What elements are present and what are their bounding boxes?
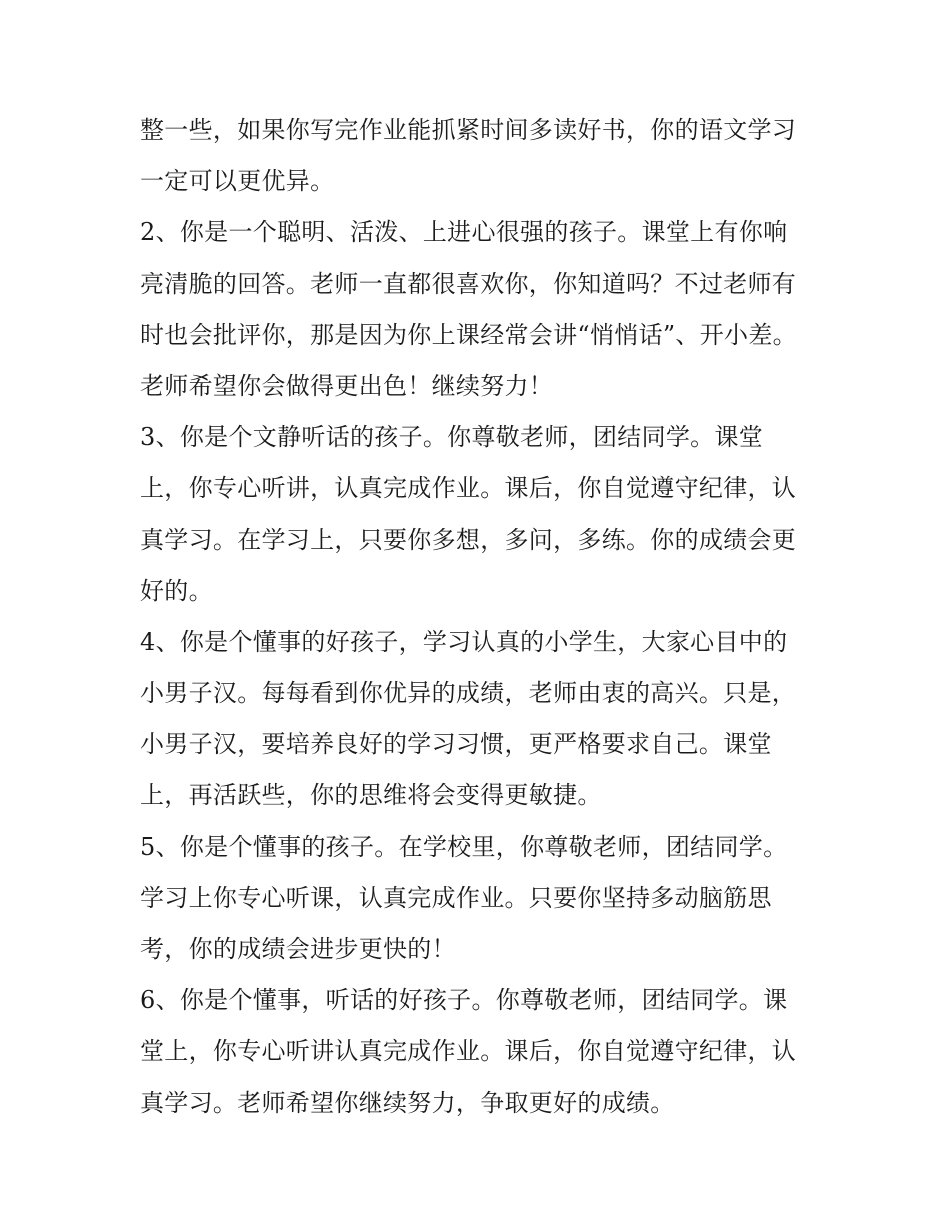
text-line: 小男子汉。每每看到你优异的成绩，老师由衷的高兴。只是，: [140, 679, 797, 708]
text-line: 6、你是个懂事，听话的好孩子。你尊敬老师，团结同学。课: [140, 986, 788, 1015]
text-line: 上，你专心听讲，认真完成作业。课后，你自觉遵守纪律，认: [140, 474, 797, 503]
text-line: 4、你是个懂事的好孩子，学习认真的小学生，大家心目中的: [140, 627, 788, 656]
text-line: 时也会批评你，那是因为你上课经常会讲“悄悄话”、开小差。: [140, 320, 797, 349]
text-line: 真学习。老师希望你继续努力，争取更好的成绩。: [140, 1088, 675, 1117]
text-line: 5、你是个懂事的孩子。在学校里，你尊敬老师，团结同学。: [140, 832, 788, 861]
text-line: 小男子汉，要培养良好的学习习惯，更严格要求自己。课堂: [140, 730, 772, 759]
text-line: 上，再活跃些，你的思维将会变得更敏捷。: [140, 781, 602, 810]
text-line: 好的。: [140, 576, 213, 605]
text-line: 2、你是一个聪明、活泼、上进心很强的孩子。课堂上有你响: [140, 218, 788, 247]
text-line: 考，你的成绩会进步更快的！: [140, 935, 456, 963]
text-line: 老师希望你会做得更出色！继续努力！: [140, 371, 554, 400]
text-line: 堂上，你专心听讲认真完成作业。课后，你自觉遵守纪律，认: [140, 1037, 797, 1066]
document-body: [140, 105, 820, 1129]
text-line: 3、你是个文静听话的孩子。你尊敬老师，团结同学。课堂: [140, 423, 764, 452]
text-line: 亮清脆的回答。老师一直都很喜欢你，你知道吗？不过老师有: [140, 269, 797, 298]
text-line: 一定可以更优异。: [140, 167, 335, 196]
text-line: 学习上你专心听课，认真完成作业。只要你坚持多动脑筋思: [140, 883, 772, 912]
text-line: 整一些，如果你写完作业能抓紧时间多读好书，你的语文学习: [140, 116, 797, 144]
text-line: 真学习。在学习上，只要你多想，多问，多练。你的成绩会更: [140, 525, 797, 554]
